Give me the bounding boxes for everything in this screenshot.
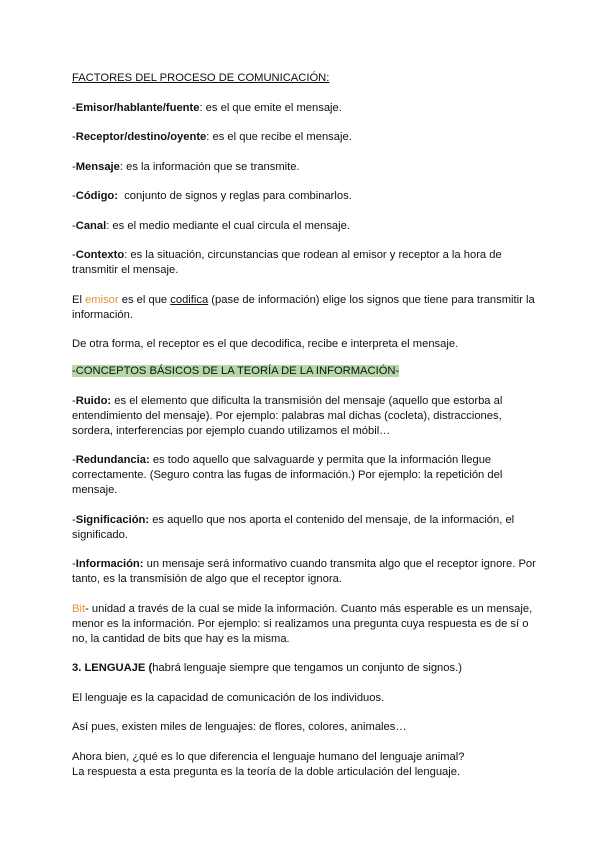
factor-contexto-text: : es la situación, circunstancias que rodean al emisor y receptor a la hora de transmitir el mensaje. — [72, 249, 502, 276]
bit-paragraph — [72, 602, 540, 647]
section3-term: 3. LENGUAJE ( — [72, 662, 153, 674]
factor-codigo-text: conjunto de signos y reglas para combinarlos. — [117, 190, 352, 202]
factor-mensaje-term: Mensaje — [75, 160, 120, 173]
concept-redundancia-text: es todo aquello que salvaguarde y permita que la información llegue correctamente. (Seguro contra las fugas de información.) Por ejemplo: la repetición del mensaje. — [72, 454, 503, 496]
lenguajes-list: Así pues, existen miles de lenguajes: de flores, colores, animales… — [72, 721, 407, 733]
factor-canal: -Canal: es el medio mediante el cual circula el mensaje. — [72, 219, 350, 232]
question-line: Ahora bien, ¿qué es lo que diferencia el lenguaje humano del lenguaje animal? — [72, 750, 465, 763]
factor-canal-text: : es el medio mediante el cual circula el mensaje. — [106, 219, 350, 232]
section2-heading-text: -CONCEPTOS BÁSICOS DE LA TEORÍA DE LA INFORMACIÓN- — [72, 365, 400, 377]
codifica-word: codifica — [170, 293, 209, 306]
section3-text: habrá lenguaje siempre que tengamos un conjunto de signos.) — [152, 662, 462, 674]
concept-significacion-term: Significación: — [75, 513, 150, 526]
factor-receptor-text: : es el que recibe el mensaje. — [206, 131, 352, 143]
concept-ruido-term: Ruido: — [75, 394, 112, 407]
factor-emisor-text: : es el que emite el mensaje. — [199, 101, 342, 114]
concept-informacion: -Información: un mensaje será informativo cuando transmita algo que el receptor ignore. Por tanto, es la transmisión de algo que el receptor ignora. — [72, 558, 536, 585]
factor-receptor: -Receptor/destino/oyente: es el que recibe el mensaje. — [72, 131, 352, 143]
concept-ruido-text: es el elemento que dificulta la transmisión del mensaje (aquello que estorba al entendimiento del mensaje). Por ejemplo: palabras mal dichas (cocleta), distracciones, sordera, interferencias por ejemplo cuando utilizamos el móbil… — [72, 394, 503, 437]
factor-emisor-term: Emisor/hablante/fuente — [75, 101, 200, 114]
concept-significacion-text: es aquello que nos aporta el contenido del mensaje, de la información, el significado. — [72, 513, 515, 541]
emisor-word: emisor — [85, 293, 119, 306]
factor-mensaje: -Mensaje: es la información que se transmite. — [72, 160, 300, 173]
factor-codigo-term: Código: — [75, 190, 118, 202]
factor-emisor: -Emisor/hablante/fuente: es el que emite el mensaje. — [72, 101, 342, 114]
concept-informacion-text: un mensaje será informativo cuando transmita algo que el receptor ignore. Por tanto, es la transmisión de algo que el receptor ignora. — [72, 558, 536, 585]
bit-text: - unidad a través de la cual se mide la información. Cuanto más esperable es un mensaje, menor es la información. Por ejemplo: si realizamos una pregunta cuya respuesta es de sí o no, la cantidad de bits que hay es la misma. — [72, 602, 533, 645]
factor-codigo: -Código: conjunto de signos y reglas para combinarlos. — [72, 190, 352, 202]
question-answer — [72, 750, 540, 780]
receptor-paragraph: De otra forma, el receptor es el que decodifica, recibe e interpreta el mensaje. — [72, 338, 459, 350]
emisor-para-mid: es el que — [118, 293, 171, 306]
emisor-para-pre: El — [72, 293, 86, 306]
factor-mensaje-text: : es la información que se transmite. — [119, 160, 300, 173]
concept-informacion-term: Información: — [75, 558, 144, 570]
emisor-para-post: (pase de información) elige los signos que tiene para transmitir la información. — [72, 293, 535, 321]
section3-heading — [72, 661, 540, 676]
bit-term: Bit — [72, 602, 86, 615]
factor-receptor-term: Receptor/destino/oyente — [75, 131, 207, 143]
factors-heading: FACTORES DEL PROCESO DE COMUNICACIÓN: — [72, 72, 330, 84]
section2-heading — [72, 364, 540, 379]
lenguaje-definition: El lenguaje es la capacidad de comunicación de los individuos. — [72, 691, 385, 704]
concept-significacion: -Significación: es aquello que nos aporta el contenido del mensaje, de la información, el significado. — [72, 513, 515, 541]
factor-canal-term: Canal — [75, 219, 107, 232]
emisor-paragraph — [72, 293, 540, 323]
factor-contexto: -Contexto: es la situación, circunstancias que rodean al emisor y receptor a la hora de transmitir el mensaje. — [72, 249, 502, 276]
concept-redundancia-term: Redundancia: — [75, 454, 150, 466]
concept-ruido: -Ruido: es el elemento que dificulta la transmisión del mensaje (aquello que estorba al entendimiento del mensaje). Por ejemplo: palabras mal dichas (cocleta), distracciones, sordera, interferencias por ejemplo cuando utilizamos el móbil… — [72, 394, 503, 437]
answer-line: La respuesta a esta pregunta es la teoría de la doble articulación del lenguaje. — [72, 765, 461, 778]
concept-redundancia: -Redundancia: es todo aquello que salvaguarde y permita que la información llegue correctamente. (Seguro contra las fugas de información.) Por ejemplo: la repetición del mensaje. — [72, 454, 503, 496]
factor-contexto-term: Contexto — [75, 249, 125, 261]
